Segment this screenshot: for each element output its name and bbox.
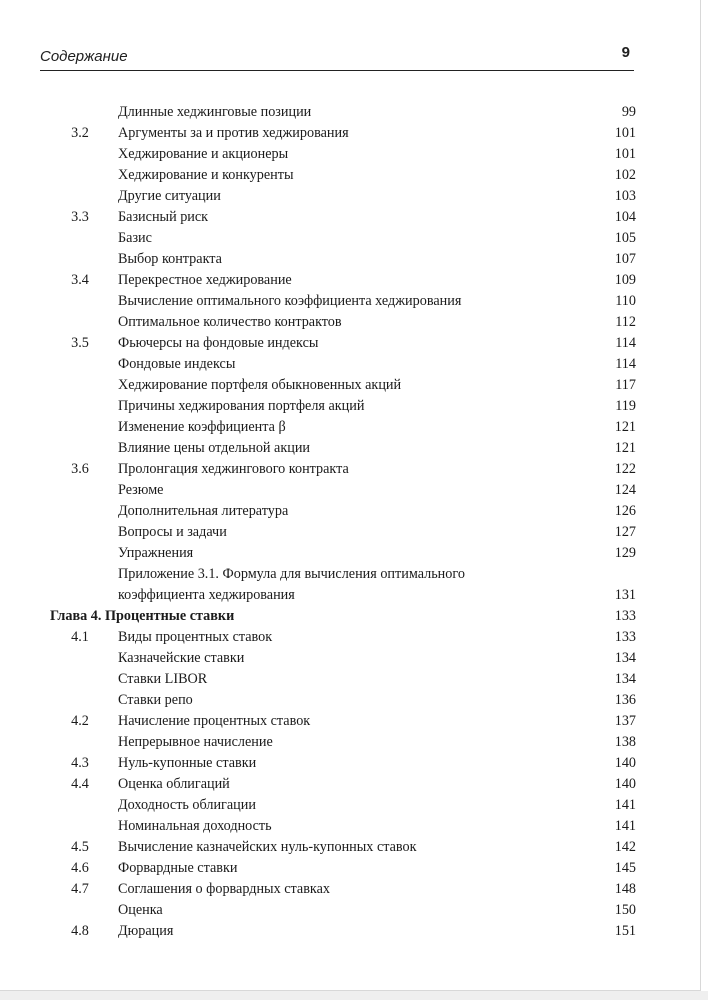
toc-entry-title: Аргументы за и против хеджирования [118, 125, 349, 141]
toc-page-number: 129 [614, 545, 636, 561]
toc-page-number: 140 [614, 776, 636, 792]
toc-entry-title: Дополнительная литература [118, 503, 289, 519]
toc-page-number: 119 [615, 398, 636, 414]
toc-entry-title: Ставки LIBOR [118, 671, 208, 687]
toc-row [0, 921, 708, 942]
toc-entry-title: Вопросы и задачи [118, 524, 227, 540]
toc-page-number: 117 [615, 377, 636, 393]
toc-row [0, 690, 708, 711]
toc-row [0, 879, 708, 900]
toc-page-number: 101 [614, 125, 636, 141]
toc-entry-title: Дюрация [118, 923, 174, 939]
toc-page-number: 133 [614, 608, 636, 624]
toc-row [0, 627, 708, 648]
toc-entry-title: Перекрестное хеджирование [118, 272, 292, 288]
header-page-number: 9 [621, 44, 630, 61]
toc-page-number: 131 [614, 587, 636, 603]
toc-page-number: 151 [614, 923, 636, 939]
toc-entry-title: Базис [118, 230, 152, 246]
toc-page-number: 140 [614, 755, 636, 771]
toc-entry-title: Базисный риск [118, 209, 209, 225]
toc-page-number: 99 [621, 104, 636, 120]
toc-section-number: 3.5 [71, 335, 89, 351]
table-of-contents [0, 102, 708, 942]
toc-entry-title: Ставки репо [118, 692, 193, 708]
toc-section-number: 3.2 [71, 125, 89, 141]
toc-row [0, 774, 708, 795]
toc-page-number: 112 [615, 314, 636, 330]
toc-page-number: 150 [614, 902, 636, 918]
toc-row [0, 501, 708, 522]
toc-entry-title: Начисление процентных ставок [118, 713, 311, 729]
toc-row [0, 333, 708, 354]
toc-entry-title: Виды процентных ставок [118, 629, 273, 645]
toc-row [0, 207, 708, 228]
toc-section-number: 4.7 [71, 881, 89, 897]
toc-row [0, 543, 708, 564]
toc-page-number: 141 [614, 797, 636, 813]
toc-page-number: 126 [614, 503, 636, 519]
toc-page-number: 121 [614, 419, 636, 435]
toc-page-number: 105 [614, 230, 636, 246]
toc-page-number: 102 [614, 167, 636, 183]
toc-page-number: 101 [614, 146, 636, 162]
toc-section-number: 4.3 [71, 755, 89, 771]
toc-entry-title: Нуль-купонные ставки [118, 755, 257, 771]
toc-entry-title: Непрерывное начисление [118, 734, 273, 750]
running-header [40, 44, 634, 71]
toc-page-number: 134 [614, 671, 636, 687]
toc-page-number: 138 [614, 734, 636, 750]
toc-page-number: 109 [614, 272, 636, 288]
toc-row [0, 711, 708, 732]
toc-entry-title: Влияние цены отдельной акции [118, 440, 311, 456]
toc-entry-title: Оптимальное количество контрактов [118, 314, 342, 330]
toc-entry-title: Номинальная доходность [118, 818, 272, 834]
toc-section-number: 4.5 [71, 839, 89, 855]
header-title: Содержание [40, 48, 128, 65]
toc-section-number: 3.4 [71, 272, 89, 288]
toc-page-number: 114 [615, 335, 636, 351]
toc-row [0, 123, 708, 144]
toc-row [0, 816, 708, 837]
toc-row [0, 837, 708, 858]
toc-section-number: 3.3 [71, 209, 89, 225]
toc-entry-title: Хеджирование портфеля обыкновенных акций [118, 377, 402, 393]
toc-row [0, 858, 708, 879]
toc-row [0, 228, 708, 249]
toc-section-number: 3.6 [71, 461, 89, 477]
toc-row [0, 438, 708, 459]
toc-page-number: 104 [614, 209, 636, 225]
toc-row [0, 270, 708, 291]
toc-entry-title: Выбор контракта [118, 251, 222, 267]
toc-entry-title: Другие ситуации [118, 188, 221, 204]
toc-section-number: 4.8 [71, 923, 89, 939]
toc-entry-title: Причины хеджирования портфеля акций [118, 398, 365, 414]
toc-page-number: 134 [614, 650, 636, 666]
toc-row [0, 417, 708, 438]
toc-entry-title: Хеджирование и конкуренты [118, 167, 294, 183]
toc-page-number: 107 [614, 251, 636, 267]
toc-row [0, 900, 708, 921]
toc-entry-title [118, 564, 465, 606]
toc-entry-title: Изменение коэффициента β [118, 419, 286, 435]
toc-page-number: 148 [614, 881, 636, 897]
toc-entry-title-line2: коэффициента хеджирования [118, 587, 295, 603]
toc-page-number: 141 [614, 818, 636, 834]
toc-entry-title: Вычисление казначейских нуль-купонных ставок [118, 839, 417, 855]
toc-entry-title: Вычисление оптимального коэффициента хеджирования [118, 293, 462, 309]
toc-row [0, 732, 708, 753]
toc-page-number: 110 [615, 293, 636, 309]
toc-page-number: 114 [615, 356, 636, 372]
toc-row [0, 249, 708, 270]
toc-section-number: 4.2 [71, 713, 89, 729]
toc-row [0, 564, 708, 606]
toc-entry-title: Доходность облигации [118, 797, 256, 813]
toc-entry-title-line1: Приложение 3.1. Формула для вычисления оптимального [118, 566, 465, 582]
toc-entry-title: Хеджирование и акционеры [118, 146, 289, 162]
toc-row [0, 459, 708, 480]
toc-row [0, 354, 708, 375]
toc-row [0, 102, 708, 123]
toc-page-number: 124 [614, 482, 636, 498]
toc-section-number: 4.1 [71, 629, 89, 645]
toc-entry-title: Длинные хеджинговые позиции [118, 104, 312, 120]
toc-row [0, 396, 708, 417]
toc-entry-title: Резюме [118, 482, 164, 498]
toc-row [0, 186, 708, 207]
toc-row [0, 648, 708, 669]
toc-section-number: 4.6 [71, 860, 89, 876]
toc-row [0, 165, 708, 186]
toc-row [0, 480, 708, 501]
toc-page-number: 145 [614, 860, 636, 876]
toc-page-number: 142 [614, 839, 636, 855]
toc-entry-title: Фьючерсы на фондовые индексы [118, 335, 319, 351]
toc-row [0, 144, 708, 165]
toc-page-number: 127 [614, 524, 636, 540]
toc-page-number: 133 [614, 629, 636, 645]
toc-entry-title: Казначейские ставки [118, 650, 245, 666]
toc-row [0, 795, 708, 816]
toc-row [0, 669, 708, 690]
toc-entry-title: Оценка [118, 902, 163, 918]
toc-row [0, 522, 708, 543]
toc-entry-title: Пролонгация хеджингового контракта [118, 461, 349, 477]
toc-row [0, 375, 708, 396]
toc-section-number: 4.4 [71, 776, 89, 792]
toc-page-number: 136 [614, 692, 636, 708]
bottom-strip [0, 991, 708, 1000]
toc-page-number: 121 [614, 440, 636, 456]
toc-row [0, 291, 708, 312]
toc-entry-title: Соглашения о форвардных ставках [118, 881, 330, 897]
toc-chapter-row [0, 606, 708, 627]
toc-entry-title: Упражнения [118, 545, 194, 561]
toc-row [0, 312, 708, 333]
toc-entry-title: Фондовые индексы [118, 356, 236, 372]
toc-entry-title: Оценка облигаций [118, 776, 230, 792]
toc-page-number: 122 [614, 461, 636, 477]
toc-page-number: 103 [614, 188, 636, 204]
toc-page-number: 137 [614, 713, 636, 729]
toc-entry-title: Форвардные ставки [118, 860, 238, 876]
toc-entry-title: Глава 4. Процентные ставки [50, 608, 235, 624]
toc-row [0, 753, 708, 774]
